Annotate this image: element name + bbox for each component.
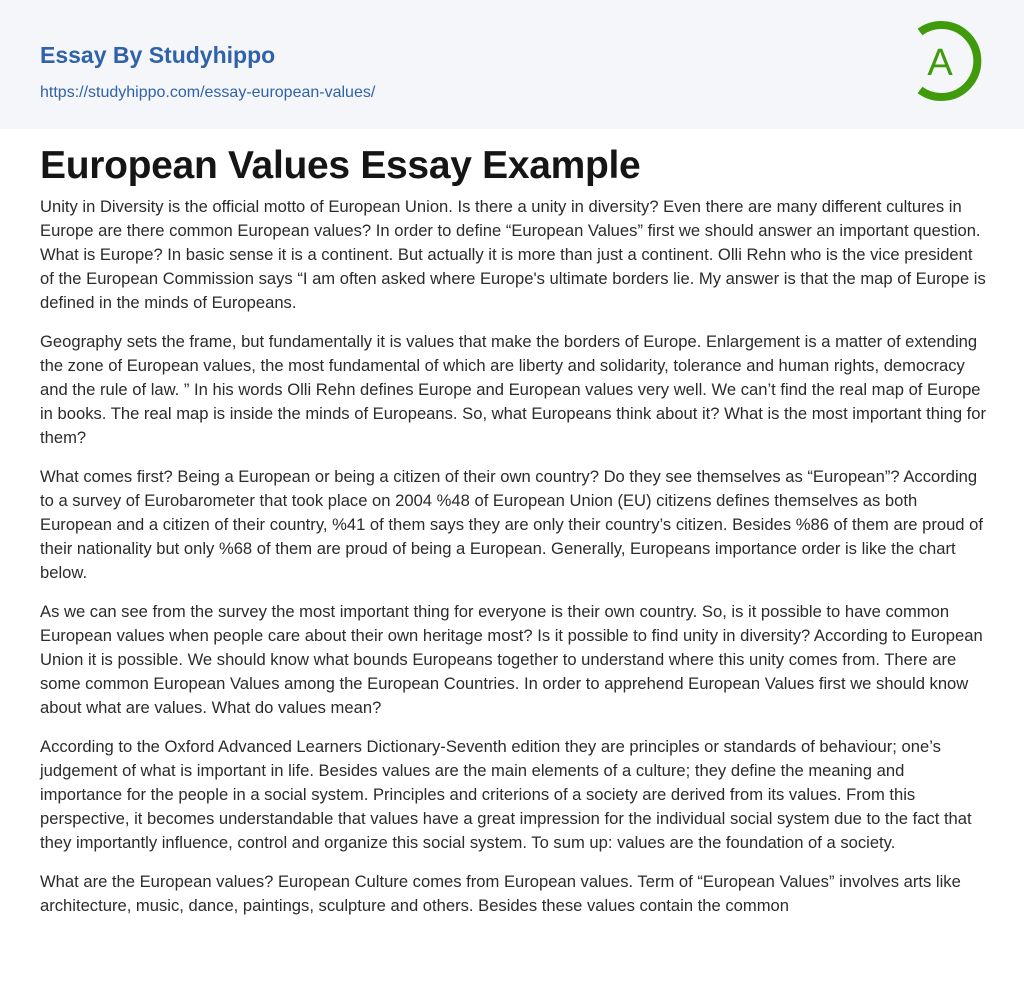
logo-icon[interactable] — [910, 18, 986, 104]
site-header — [0, 0, 1024, 129]
logo-letter: A — [927, 42, 953, 84]
paragraph: What comes first? Being a European or being a citizen of their own country? Do they see themselves as “European”? According to a survey of Eurobarometer that took place on 2004 %48 of European Union (EU) citizens defines themselves as both European and a citizen of their country, %41 of them says they are only their country’s citizen. Besides %86 of them are proud of their nationality but only %68 of them are proud of being a European. Generally, Europeans importance order is like the chart below. — [40, 467, 983, 582]
essay-url-link[interactable]: https://studyhippo.com/essay-european-values/ — [40, 84, 376, 101]
brand-title[interactable]: Essay By Studyhippo — [40, 42, 276, 68]
paragraph: As we can see from the survey the most important thing for everyone is their own country. So, is it possible to have common European values when people care about their own heritage most? Is it possible to find unity in diversity? According to European Union it is possible. We should know what bounds Europeans together to understand where this unity comes from. There are some common European Values among the European Countries. In order to apprehend European Values first we should know about what are values. What do values mean? — [40, 602, 983, 717]
page-title: European Values Essay Example — [40, 144, 641, 187]
paragraph: Geography sets the frame, but fundamentally it is values that make the borders of Europe. Enlargement is a matter of extending the zone of European values, the most fundamental of which are liberty and solidarity, tolerance and human rights, democracy and the rule of law. ” In his words Olli Rehn defines Europe and European values very well. We can’t find the real map of Europe in books. The real map is inside the minds of Europeans. So, what Europeans think about it? What is the most important thing for them? — [40, 332, 987, 447]
essay-body — [40, 195, 988, 933]
paragraph: What are the European values? European Culture comes from European values. Term of “European Values” involves arts like architecture, music, dance, paintings, sculpture and others. Besides these values contain the common — [40, 872, 961, 915]
paragraph: According to the Oxford Advanced Learners Dictionary-Seventh edition they are principles or standards of behaviour; one’s judgement of what is important in life. Besides values are the main elements of a culture; they define the meaning and importance for the people in a social system. Principles and criterions of a society are derived from its values. From this perspective, it becomes understandable that values have a great impression for the individual social system due to the fact that they importantly influence, control and organize this social system. To sum up: values are the foundation of a society. — [40, 737, 972, 852]
paragraph: Unity in Diversity is the official motto of European Union. Is there a unity in diversity? Even there are many different cultures in Europe are there common European values? In order to define “European Values” first we should answer an important question. What is Europe? In basic sense it is a continent. But actually it is more than just a continent. Olli Rehn who is the vice president of the European Commission says “I am often asked where Europe's ultimate borders lie. My answer is that the map of Europe is defined in the minds of Europeans. — [40, 197, 986, 312]
